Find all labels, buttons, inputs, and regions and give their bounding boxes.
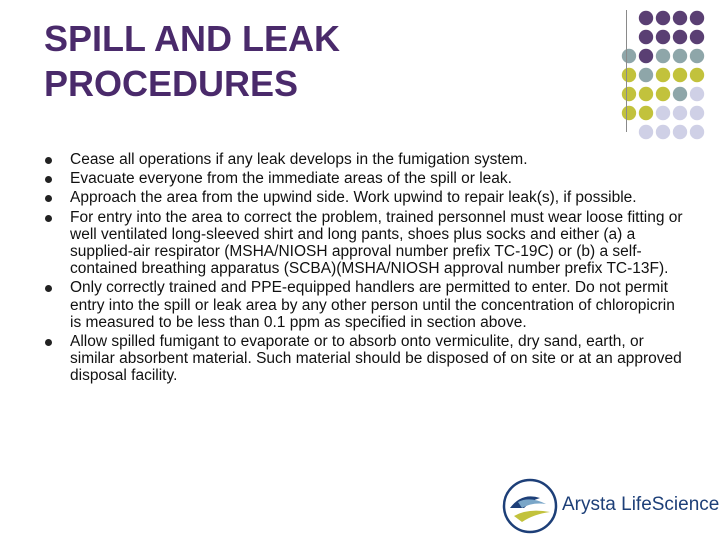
decorative-dot (639, 125, 653, 139)
decorative-dot (690, 49, 704, 63)
decorative-dot (622, 68, 636, 82)
decorative-dot (656, 11, 670, 25)
decorative-dot (690, 87, 704, 101)
decorative-dot (622, 106, 636, 120)
decorative-dot (690, 68, 704, 82)
bullet-item (44, 333, 684, 385)
decorative-dot (639, 11, 653, 25)
decorative-dot (690, 11, 704, 25)
decorative-dot (673, 30, 687, 44)
decorative-dot (673, 11, 687, 25)
bullet-text: Evacuate everyone from the immediate areas of the spill or leak. (70, 170, 512, 188)
logo-text: Arysta LifeScience (562, 494, 720, 515)
bullet-text: Allow spilled fumigant to evaporate or to absorb onto vermiculite, dry sand, earth, or similar absorbent material. Such material should be disposed of on site or at an approved disposal facility. (70, 333, 682, 385)
decorative-dot (656, 125, 670, 139)
bullet-dot-icon (45, 285, 52, 292)
bullet-list (44, 151, 684, 387)
decorative-dot (673, 49, 687, 63)
decorative-dot (622, 49, 636, 63)
bullet-item (44, 170, 684, 187)
decorative-dot (639, 49, 653, 63)
decorative-dot (673, 68, 687, 82)
vertical-divider (626, 10, 627, 132)
bullet-text: Only correctly trained and PPE-equipped handlers are permitted to enter. Do not permit entry into the spill or leak area by any other person until the concentration of chloropicrin is measured to be less than 0.1 ppm as specified in section above. (70, 279, 675, 331)
decorative-dot (639, 68, 653, 82)
decorative-dot (673, 106, 687, 120)
bullet-dot-icon (45, 195, 52, 202)
decorative-dot (639, 106, 653, 120)
bullet-dot-icon (45, 157, 52, 164)
decorative-dot-grid (0, 0, 720, 150)
decorative-dot (656, 87, 670, 101)
bullet-item (44, 151, 684, 168)
bullet-text: For entry into the area to correct the problem, trained personnel must wear loose fitting or well ventilated long-sleeved shirt and long pants, shoes plus socks and either (a) a supplied-air respirator (MSHA/NIOSH approval number prefix TC-19C) or (b) a self-contained breathing apparatus (SCBA)(MSHA/NIOSH approval number prefix TC-13F). (70, 208, 683, 278)
decorative-dot (673, 87, 687, 101)
bullet-dot-icon (45, 339, 52, 346)
bullet-dot-icon (45, 176, 52, 183)
decorative-dot (690, 125, 704, 139)
decorative-dot (656, 30, 670, 44)
decorative-dot (622, 87, 636, 101)
bullet-dot-icon (45, 215, 52, 222)
decorative-dot (639, 87, 653, 101)
decorative-dot (673, 125, 687, 139)
bullet-text: Cease all operations if any leak develops in the fumigation system. (70, 151, 528, 168)
bullet-item (44, 189, 684, 206)
decorative-dot (656, 68, 670, 82)
decorative-dot (656, 106, 670, 120)
title-line-1: SPILL AND LEAK (44, 18, 341, 59)
decorative-dot (639, 30, 653, 44)
bullet-item (44, 279, 684, 331)
decorative-dot (690, 106, 704, 120)
bullet-item (44, 209, 684, 278)
decorative-dot (656, 49, 670, 63)
decorative-dot (690, 30, 704, 44)
bullet-text: Approach the area from the upwind side. Work upwind to repair leak(s), if possible. (70, 189, 637, 207)
title-line-2: PROCEDURES (44, 63, 299, 104)
